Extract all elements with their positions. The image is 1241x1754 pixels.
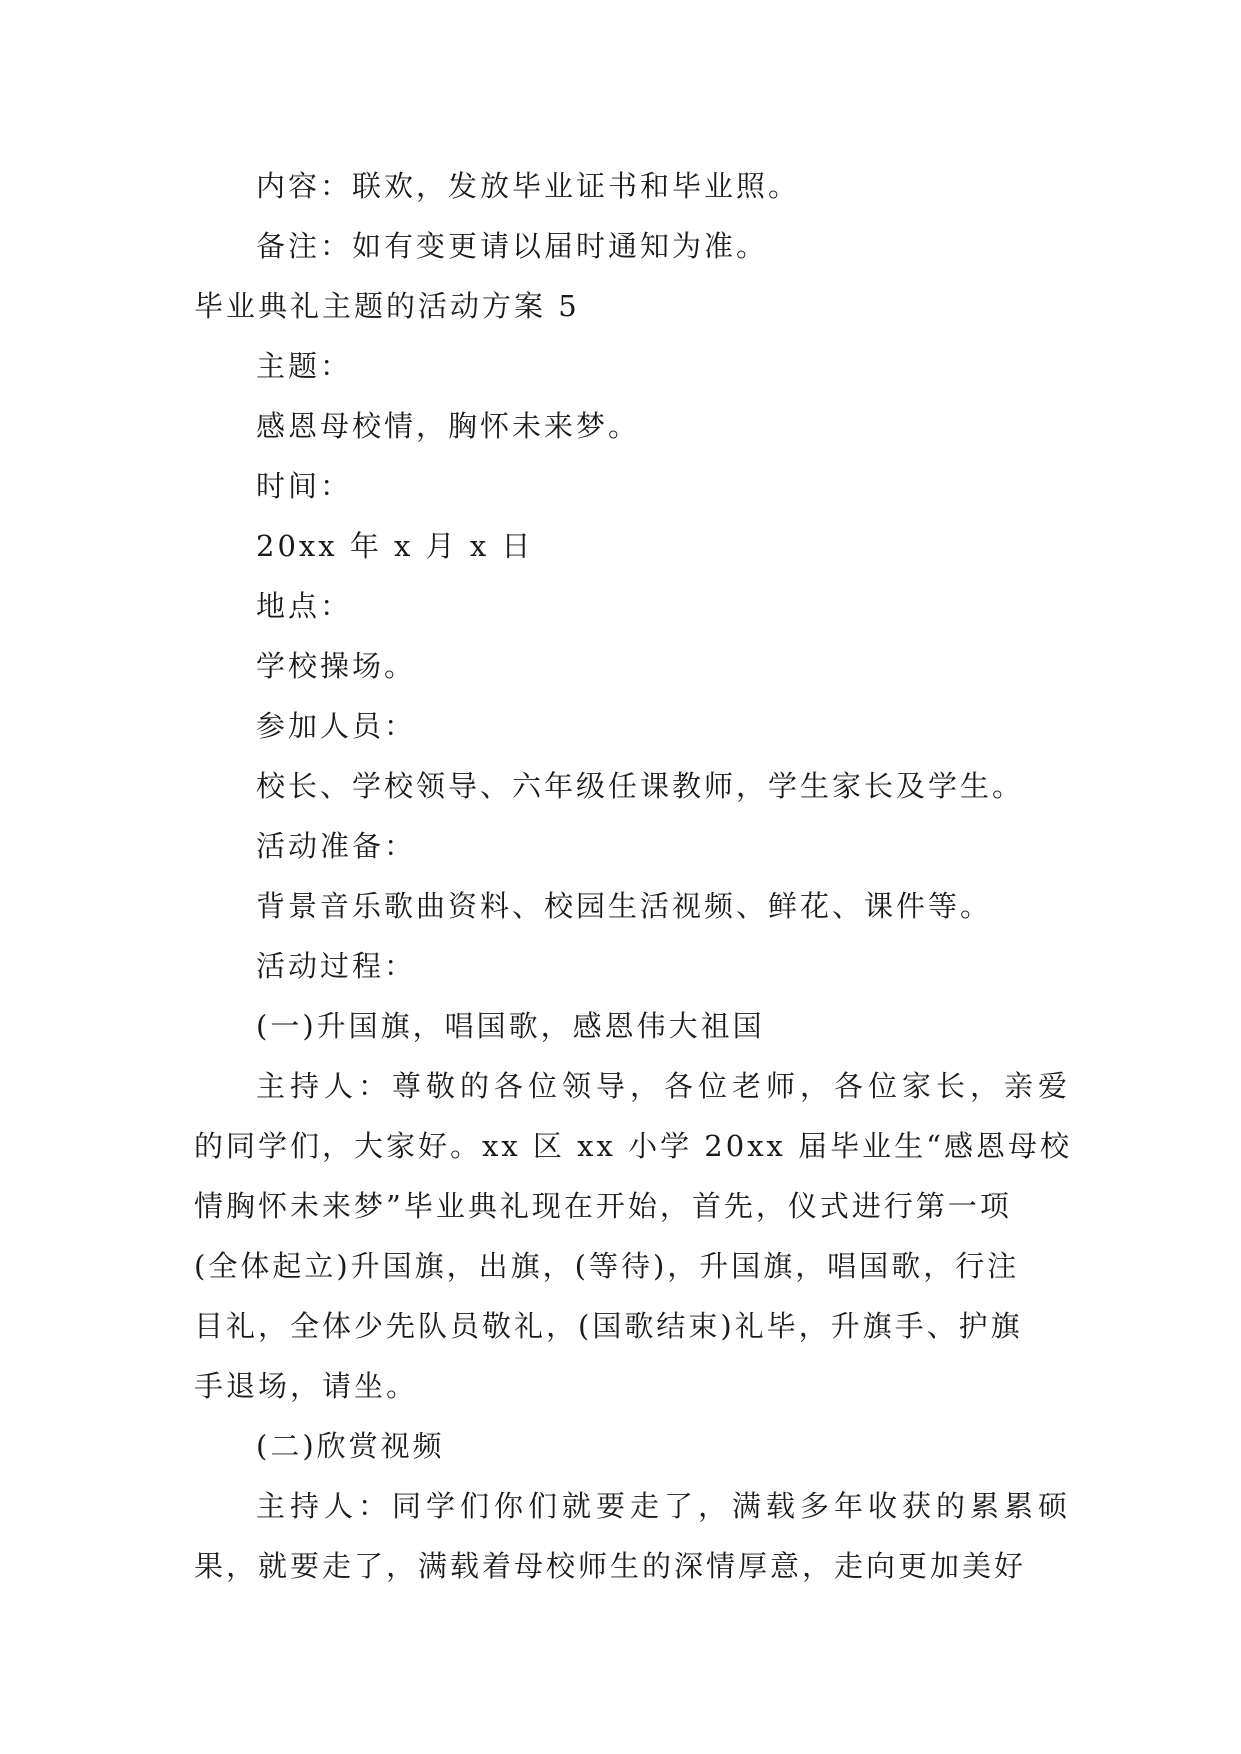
time-text: 20xx 年 x 月 x 日 [256, 529, 534, 563]
host-speech-line: 主持人：尊敬的各位领导，各位老师，各位家长，亲爱 [256, 1069, 1073, 1103]
paragraph-note: 备注：如有变更请以届时通知为准。 [256, 229, 769, 263]
label-time: 时间： [256, 469, 353, 503]
host-speech-line: 目礼，全体少先队员敬礼，(国歌结束)礼毕，升旗手、护旗 [194, 1309, 1023, 1343]
step-one-heading: (一)升国旗，唱国歌，感恩伟大祖国 [256, 1009, 765, 1043]
host-speech-line: 的同学们，大家好。xx 区 xx 小学 20xx 届毕业生“感恩母校 [194, 1129, 1072, 1163]
location-text: 学校操场。 [256, 649, 417, 683]
host-speech-line: (全体起立)升国旗，出旗，(等待)，升国旗，唱国歌，行注 [194, 1249, 1020, 1283]
host-speech-line: 果，就要走了，满载着母校师生的深情厚意，走向更加美好 [194, 1549, 1027, 1583]
host-speech-line: 主持人：同学们你们就要走了，满载多年收获的累累硕 [256, 1489, 1073, 1523]
host-speech-line: 手退场，请坐。 [194, 1369, 419, 1403]
participants-text: 校长、学校领导、六年级任课教师，学生家长及学生。 [256, 769, 1025, 803]
section-heading: 毕业典礼主题的活动方案 5 [194, 289, 580, 323]
theme-text: 感恩母校情，胸怀未来梦。 [256, 409, 641, 443]
label-location: 地点： [256, 589, 353, 623]
label-preparation: 活动准备： [256, 829, 417, 863]
step-two-heading: (二)欣赏视频 [256, 1429, 445, 1463]
label-theme: 主题： [256, 349, 353, 383]
label-process: 活动过程： [256, 949, 417, 983]
paragraph-content: 内容：联欢，发放毕业证书和毕业照。 [256, 169, 801, 203]
host-speech-line: 情胸怀未来梦”毕业典礼现在开始，首先，仪式进行第一项 [194, 1189, 1012, 1223]
label-participants: 参加人员： [256, 709, 417, 743]
preparation-text: 背景音乐歌曲资料、校园生活视频、鲜花、课件等。 [256, 889, 993, 923]
